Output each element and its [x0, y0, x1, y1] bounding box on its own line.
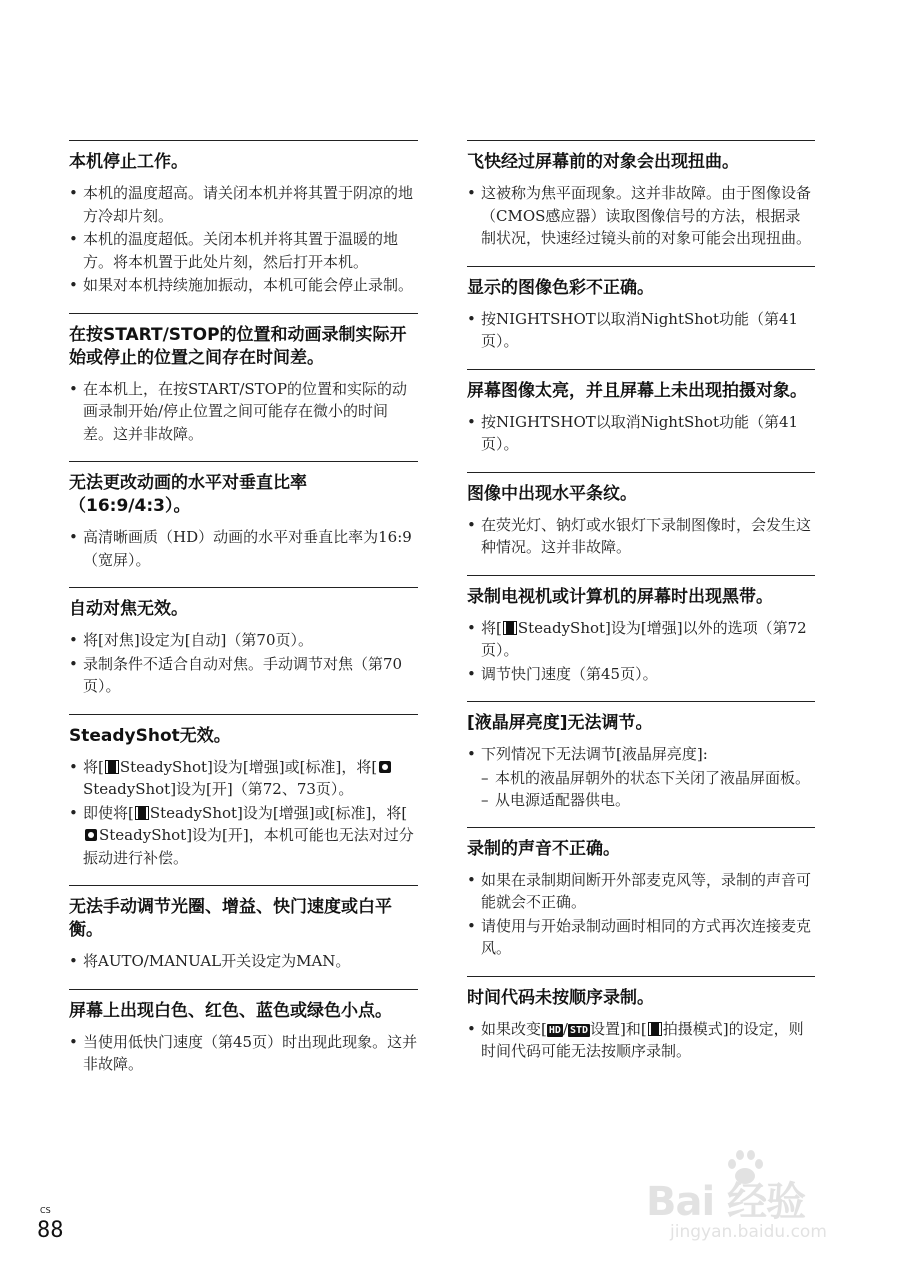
hd-quality-icon: HD — [548, 1024, 561, 1036]
page-language-code: CS — [40, 1206, 51, 1215]
section-black-bands — [467, 575, 815, 702]
section-heading: 自动对焦无效。 — [69, 599, 188, 619]
section-heading: [液晶屏亮度]无法调节。 — [467, 713, 653, 733]
section-heading: 录制的声音不正确。 — [467, 838, 620, 859]
section-manual-adjust — [69, 885, 418, 989]
section-timecode — [467, 976, 815, 1079]
section-aspect-ratio — [69, 461, 418, 587]
list-item: • 将[ SteadyShot]设为[增强]以外的选项（第72页）。 — [467, 618, 807, 659]
section-autofocus — [69, 587, 418, 714]
list-item: • 调节快门速度（第45页）。 — [467, 664, 658, 683]
list-item: • 高清晰画质（HD）动画的水平对垂直比率为16:9（宽屏）。 — [69, 528, 412, 569]
sub-list-item: – 从电源适配器供电。 — [481, 791, 631, 809]
section-heading: 屏幕图像太亮，并且屏幕上未出现拍摄对象。 — [467, 380, 807, 401]
film-icon — [649, 1023, 661, 1035]
list-item: • 如果改变[ HD / STD 设置]和[ 拍摄模式]的设定，则时间代码可能无法按顺序录制。 — [467, 1019, 804, 1060]
left-column — [69, 140, 418, 1092]
camera-icon — [379, 761, 391, 773]
watermark-brand: Bai 经验 — [646, 1179, 806, 1225]
list-item: • 将[对焦]设定为[自动]（第70页）。 — [69, 631, 313, 649]
section-heading: 无法更改动画的水平对垂直比率（16:9/4:3）。 — [69, 473, 307, 516]
section-heading: 屏幕上出现白色、红色、蓝色或绿色小点。 — [69, 1000, 392, 1021]
section-heading: 录制电视机或计算机的屏幕时出现黑带。 — [467, 586, 773, 607]
sub-list-item: – 本机的液晶屏朝外的状态下关闭了液晶屏面板。 — [481, 768, 811, 787]
section-heading: 在按START/STOP的位置和动画录制实际开始或停止的位置之间存在时间差。 — [69, 324, 407, 368]
section-heading: 无法手动调节光圈、增益、快门速度或白平衡。 — [69, 897, 392, 940]
section-steadyshot — [69, 714, 418, 886]
list-item: • 这被称为焦平面现象。这并非故障。由于图像设备（CMOS感应器）读取图像信号的方法，根据录制状况，快速经过镜头前的对象可能会出现扭曲。 — [467, 184, 812, 247]
section-heading: SteadyShot无效。 — [69, 725, 231, 746]
section-focal-plane — [467, 140, 815, 266]
page-number: 88 — [37, 1218, 64, 1243]
list-item: • 将[ SteadyShot]设为[增强]或[标准]，将[SteadyShot]设为[开]（第72、73页）。 — [69, 756, 418, 801]
section-too-bright — [467, 369, 815, 472]
list-item: • 本机的温度超高。请关闭本机并将其置于阴凉的地方冷却片刻。 — [69, 184, 414, 225]
list-item: • 如果在录制期间断开外部麦克风等，录制的声音可能就会不正确。 — [467, 870, 812, 911]
section-heading: 飞快经过屏幕前的对象会出现扭曲。 — [467, 152, 739, 172]
film-icon — [106, 761, 118, 773]
list-item: • 将AUTO/MANUAL开关设定为MAN。 — [69, 952, 351, 970]
right-column — [467, 140, 815, 1079]
list-item: • 下列情况下无法调节[液晶屏亮度]: — [467, 745, 708, 763]
section-audio-wrong — [467, 827, 815, 976]
list-item: • 即使将[ SteadyShot]设为[增强]或[标准]，将[SteadyShot]设为[开]，本机可能也无法对过分振动进行补偿。 — [69, 803, 414, 867]
list-item: • 如果对本机持续施加振动，本机可能会停止录制。 — [69, 276, 414, 294]
list-item: • 本机的温度超低。关闭本机并将其置于温暖的地方。将本机置于此处片刻，然后打开本机。 — [69, 230, 399, 271]
std-quality-icon: STD — [569, 1024, 589, 1036]
list-item: • 录制条件不适合自动对焦。手动调节对焦（第70页）。 — [69, 654, 403, 695]
section-heading: 显示的图像色彩不正确。 — [467, 277, 654, 298]
film-icon — [136, 807, 148, 819]
camera-icon — [85, 829, 97, 841]
list-item: • 当使用低快门速度（第45页）时出现此现象。这并非故障。 — [69, 1032, 418, 1073]
section-lcd-brightness — [467, 701, 815, 827]
section-unit-stops — [69, 140, 418, 313]
section-heading: 图像中出现水平条纹。 — [467, 483, 637, 504]
section-horizontal-stripes — [467, 472, 815, 575]
list-item: • 按NIGHTSHOT以取消NightShot功能（第41页）。 — [467, 412, 799, 453]
list-item: • 按NIGHTSHOT以取消NightShot功能（第41页）。 — [467, 309, 799, 350]
list-item: • 请使用与开始录制动画时相同的方式再次连接麦克风。 — [467, 916, 812, 957]
baidu-jingyan-watermark — [640, 1148, 860, 1258]
list-item: • 在本机上，在按START/STOP的位置和实际的动画录制开始/停止位置之间可能存在微小的时间差。这并非故障。 — [69, 379, 408, 443]
list-item: • 在荧光灯、钠灯或水银灯下录制图像时，会发生这种情况。这并非故障。 — [467, 515, 812, 556]
section-heading: 本机停止工作。 — [69, 152, 188, 172]
watermark-url: jingyan.baidu.com — [670, 1222, 827, 1242]
section-color-wrong — [467, 266, 815, 369]
section-colored-dots — [69, 989, 418, 1092]
section-heading: 时间代码未按顺序录制。 — [467, 987, 654, 1008]
section-start-stop-lag — [69, 313, 418, 462]
film-icon — [504, 622, 516, 634]
